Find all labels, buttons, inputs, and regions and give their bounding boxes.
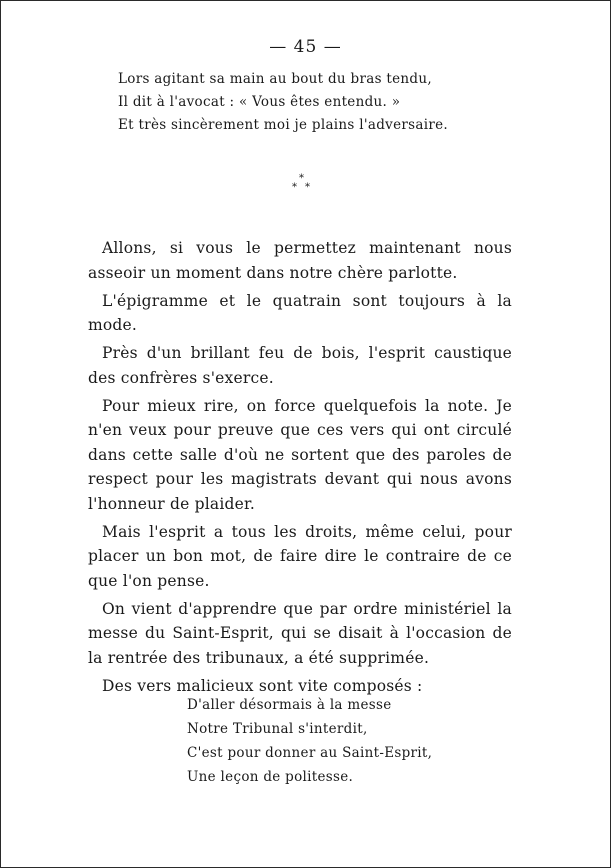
paragraph: Pour mieux rire, on force quelquefois la note. Je n'en veux pour preuve que ces vers qui ont circulé dans cette salle d'où ne sortent que des paroles de respect pour les magistrats devant qui nous avons l'honneur de plaider. (88, 396, 512, 513)
verse-line: Il dit à l'avocat : « Vous êtes entendu. » (118, 94, 401, 110)
verse-line: C'est pour donner au Saint-Esprit, (187, 745, 433, 761)
verse-bottom (187, 693, 432, 789)
asterisk-glyph: * (305, 182, 310, 193)
verse-line: Et très sincèrement moi je plains l'adversaire. (118, 117, 448, 133)
paragraph: Près d'un brillant feu de bois, l'esprit caustique des confrères s'exerce. (88, 344, 512, 387)
paragraph: L'épigramme et le quatrain sont toujours à la mode. (88, 291, 512, 334)
asterism-ornament (290, 174, 320, 198)
verse-top (118, 68, 448, 137)
paragraph: On vient d'apprendre que par ordre ministériel la messe du Saint-Esprit, qui se disait à l'occasion de la rentrée des tribunaux, a été supprimée. (88, 599, 512, 667)
paragraph: Mais l'esprit a tous les droits, même celui, pour placer un bon mot, de faire dire le contraire de ce que l'on pense. (88, 522, 512, 590)
verse-line: Une leçon de politesse. (187, 769, 354, 785)
prose-body (88, 236, 512, 702)
asterisk-glyph: * (299, 173, 304, 184)
verse-line: D'aller désormais à la messe (187, 697, 392, 713)
paragraph: Allons, si vous le permettez maintenant nous asseoir un moment dans notre chère parlotte. (88, 239, 512, 282)
verse-line: Notre Tribunal s'interdit, (187, 721, 368, 737)
page-number: — 45 — (269, 37, 342, 57)
asterisk-glyph: * (292, 182, 297, 193)
paragraph: Des vers malicieux sont vite composés : (102, 676, 423, 695)
verse-line: Lors agitant sa main au bout du bras tendu, (118, 71, 432, 87)
